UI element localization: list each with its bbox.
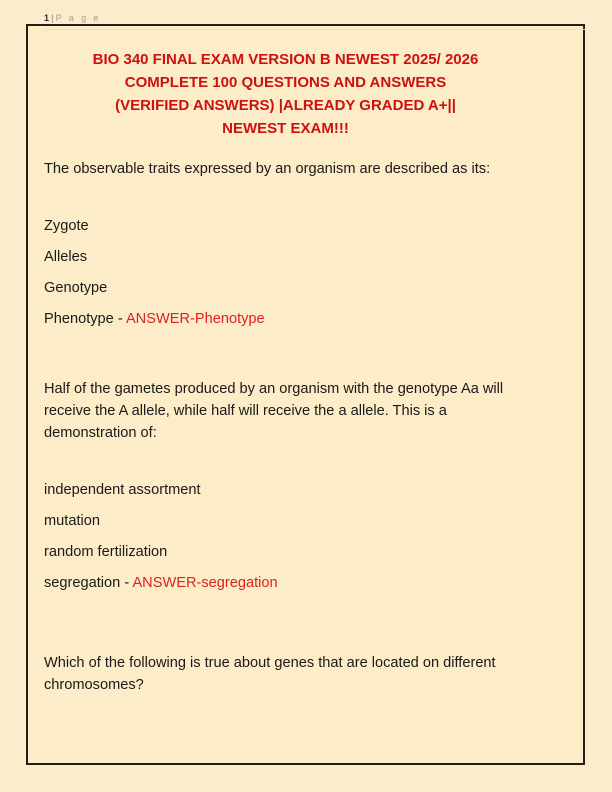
exam-title bbox=[44, 48, 527, 140]
document-content bbox=[44, 48, 527, 696]
answer-option[interactable] bbox=[44, 211, 527, 242]
spacer bbox=[44, 444, 527, 475]
answer-option-list bbox=[44, 475, 527, 599]
header-divider bbox=[44, 29, 586, 30]
exam-title-line-1: BIO 340 FINAL EXAM VERSION B NEWEST 2025/ 2026 bbox=[92, 51, 479, 68]
header-separator: | bbox=[51, 13, 54, 23]
answer-option[interactable] bbox=[44, 242, 527, 273]
answer-option[interactable] bbox=[44, 304, 527, 335]
option-label: random fertilization bbox=[44, 544, 168, 560]
option-label: segregation - bbox=[44, 575, 133, 591]
spacer bbox=[44, 630, 527, 652]
option-label: Genotype bbox=[44, 280, 108, 296]
answer-option[interactable] bbox=[44, 273, 527, 304]
option-label: Zygote bbox=[44, 218, 89, 234]
answer-option[interactable] bbox=[44, 475, 527, 506]
spacer bbox=[44, 599, 527, 630]
header-page-number: 1 bbox=[44, 13, 50, 23]
answer-option[interactable] bbox=[44, 568, 527, 599]
answer-option[interactable] bbox=[44, 537, 527, 568]
spacer bbox=[44, 335, 527, 366]
option-answer-key: ANSWER-segregation bbox=[132, 575, 278, 591]
option-label: mutation bbox=[44, 513, 100, 529]
option-label: independent assortment bbox=[44, 482, 201, 498]
option-label: Phenotype - bbox=[44, 311, 126, 327]
answer-option[interactable] bbox=[44, 506, 527, 537]
option-label: Alleles bbox=[44, 249, 87, 265]
exam-title-line-4: NEWEST EXAM!!! bbox=[222, 120, 349, 137]
question-text: The observable traits expressed by an organism are described as its: bbox=[44, 161, 491, 177]
question-text: Half of the gametes produced by an organism with the genotype Aa will receive the A allele, while half will receive the a allele. This is a demonstration of: bbox=[44, 381, 504, 441]
question-text: Which of the following is true about genes that are located on different chromosomes? bbox=[44, 655, 496, 693]
option-answer-key: ANSWER-Phenotype bbox=[125, 311, 265, 327]
spacer bbox=[44, 366, 527, 378]
header-page-label: P a g e bbox=[55, 13, 101, 23]
answer-option-list bbox=[44, 211, 527, 335]
exam-title-line-2: COMPLETE 100 QUESTIONS AND ANSWERS bbox=[124, 74, 447, 91]
exam-title-line-3: (VERIFIED ANSWERS) |ALREADY GRADED A+|| bbox=[115, 97, 456, 114]
spacer bbox=[44, 180, 527, 211]
